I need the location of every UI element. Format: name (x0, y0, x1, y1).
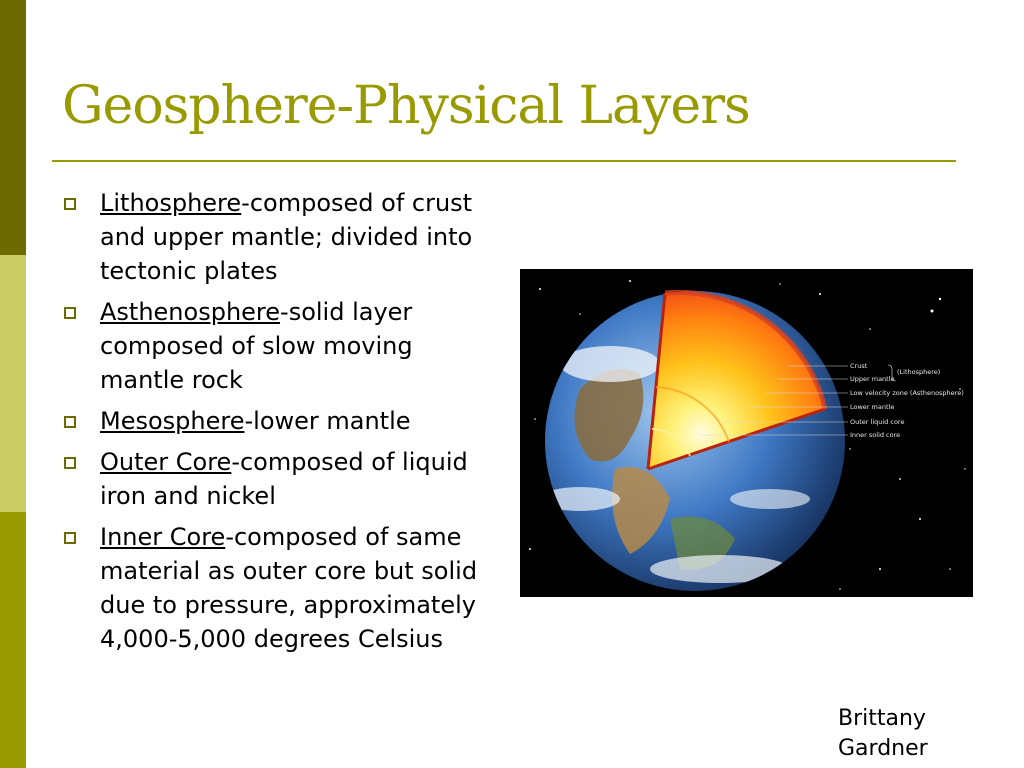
label-low-velocity: Low velocity zone (Asthenosphere) (850, 389, 964, 397)
bullet-text: -composed of liquid iron and nickel (100, 448, 468, 510)
bullet-inner-core (62, 520, 502, 656)
bullet-mesosphere (62, 404, 502, 438)
label-crust: Crust (850, 362, 868, 370)
bullet-lithosphere (62, 186, 502, 288)
bullet-term: Inner Core (100, 523, 226, 551)
label-lower-mantle: Lower mantle (850, 403, 895, 411)
bullet-asthenosphere (62, 295, 502, 397)
bullet-term: Outer Core (100, 448, 232, 476)
credit-first-name: Brittany (838, 706, 926, 731)
bullet-outer-core (62, 445, 502, 513)
bullet-term: Lithosphere (100, 189, 242, 217)
bullet-term: Mesosphere (100, 407, 245, 435)
label-lithosphere: (Lithosphere) (897, 368, 941, 376)
earth-cutaway-svg (520, 269, 973, 597)
author-credit (838, 704, 1008, 764)
side-bar-top (0, 0, 26, 255)
bullet-square-icon (64, 307, 76, 319)
bullet-square-icon (64, 457, 76, 469)
layer-labels (850, 362, 964, 439)
bullet-term: Asthenosphere (100, 298, 281, 326)
earth-cutaway-image (520, 269, 973, 597)
bullet-list (62, 186, 502, 663)
bullet-text: -lower mantle (244, 407, 411, 435)
bullet-square-icon (64, 198, 76, 210)
bullet-square-icon (64, 416, 76, 428)
label-upper-mantle: Upper mantle (850, 375, 895, 383)
label-inner-core: Inner solid core (850, 431, 901, 439)
label-outer-core: Outer liquid core (850, 418, 905, 426)
credit-last-name: Gardner (838, 736, 928, 761)
bullet-text: -composed of same material as outer core but solid due to pressure, approximately 4,000-5,000 degrees Celsius (100, 523, 478, 653)
bullet-square-icon (64, 532, 76, 544)
bullet-text: -composed of crust and upper mantle; divided into tectonic plates (100, 189, 473, 285)
title-divider (52, 160, 956, 162)
side-bar-middle (0, 255, 26, 512)
bullet-text: -solid layer composed of slow moving mantle rock (100, 298, 413, 394)
side-bar-bottom (0, 512, 26, 768)
slide-title: Geosphere-Physical Layers (62, 76, 750, 136)
